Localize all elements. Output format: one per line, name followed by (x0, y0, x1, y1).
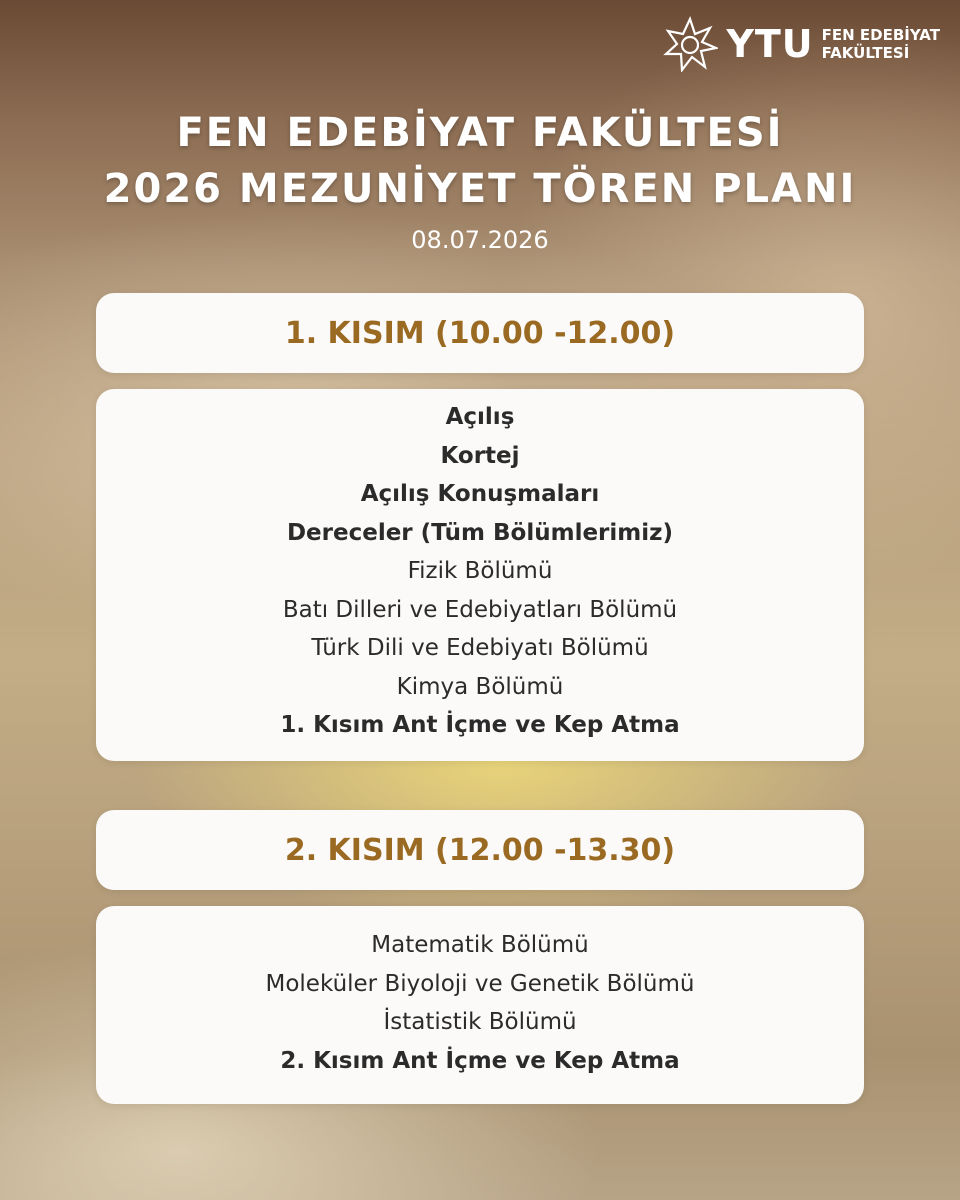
program-item: Dereceler (Tüm Bölümlerimiz) (286, 519, 674, 546)
program-item: Kortej (440, 442, 520, 469)
faculty-logo (662, 16, 940, 72)
section-1-heading: 1. KISIM (10.00 -12.00) (284, 315, 676, 351)
section-2-header-card (96, 810, 864, 890)
star-emblem-icon (662, 16, 718, 72)
section-1-header-card (96, 293, 864, 373)
event-date: 08.07.2026 (411, 226, 549, 254)
logo-abbreviation: YTU (726, 22, 814, 66)
program-item: Moleküler Biyoloji ve Genetik Bölümü (265, 970, 695, 997)
program-item: İstatistik Bölümü (383, 1009, 577, 1035)
program-item: 2. Kısım Ant İçme ve Kep Atma (280, 1047, 680, 1074)
logo-faculty-line2: FAKÜLTESİ (821, 44, 910, 62)
logo-faculty-name (822, 26, 940, 62)
page-title-line2: 2026 MEZUNİYET TÖREN PLANI (103, 166, 857, 212)
program-item: Batı Dilleri ve Edebiyatları Bölümü (282, 596, 678, 623)
program-item: 1. Kısım Ant İçme ve Kep Atma (280, 712, 680, 738)
program-item: Açılış (445, 404, 515, 430)
section-2-heading: 2. KISIM (12.00 -13.30) (284, 832, 676, 868)
program-item: Kimya Bölümü (396, 673, 564, 700)
program-item: Açılış Konuşmaları (360, 481, 600, 507)
section-1-program-card (96, 389, 864, 761)
program-item: Fizik Bölümü (407, 558, 553, 584)
program-item: Matematik Bölümü (371, 932, 589, 958)
program-item: Türk Dili ve Edebiyatı Bölümü (311, 635, 649, 661)
page-title-line1: FEN EDEBİYAT FAKÜLTESİ (176, 110, 784, 156)
logo-faculty-line1: FEN EDEBİYAT (821, 26, 940, 44)
section-2-program-card (96, 906, 864, 1104)
